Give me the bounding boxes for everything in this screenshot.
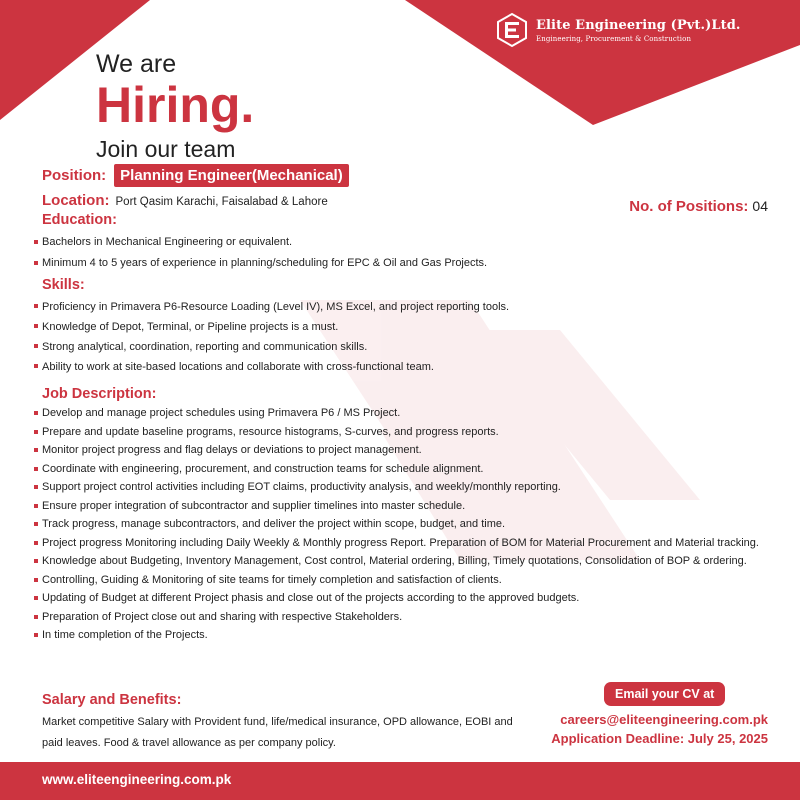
location-value: Port Qasim Karachi, Faisalabad & Lahore <box>115 196 328 208</box>
list-item: Project progress Monitoring including Daily Weekly & Monthly progress Report. Preparation of BOM for Material Procurement and Material tracking. <box>34 534 774 553</box>
list-item: Controlling, Guiding & Monitoring of site teams for timely completion and satisfaction of clients. <box>34 571 774 590</box>
list-item: Knowledge of Depot, Terminal, or Pipeline projects is a must. <box>34 317 774 337</box>
list-item: Updating of Budget at different Project phasis and close out of the projects according to the approved budgets. <box>34 589 774 608</box>
location-label: Location: <box>42 192 110 209</box>
list-item: Coordinate with engineering, procurement, and construction teams for schedule alignment. <box>34 460 774 479</box>
list-item: Support project control activities including EOT claims, productivity analysis, and weekly/monthly reporting. <box>34 478 774 497</box>
list-item: Track progress, manage subcontractors, and deliver the project within scope, budget, and time. <box>34 515 774 534</box>
job-description-title: Job Description: <box>42 386 157 402</box>
website-link[interactable]: www.eliteengineering.com.pk <box>42 772 232 787</box>
position-row <box>42 164 349 187</box>
list-item: Ensure proper integration of subcontractor and supplier timelines into master schedule. <box>34 497 774 516</box>
list-item: Ability to work at site-based locations and collaborate with cross-functional team. <box>34 357 774 377</box>
list-item: Monitor project progress and flag delays or deviations to project management. <box>34 441 774 460</box>
company-tagline: Engineering, Procurement & Construction <box>536 34 692 43</box>
positions-count <box>629 198 768 215</box>
company-name: Elite Engineering (Pvt.)Ltd. <box>536 17 741 33</box>
list-item: Bachelors in Mechanical Engineering or equivalent. <box>34 233 774 252</box>
education-list <box>34 233 774 272</box>
list-item: Prepare and update baseline programs, resource histograms, S-curves, and progress reports. <box>34 423 774 442</box>
location-row <box>42 192 328 209</box>
list-item: Strong analytical, coordination, reporting and communication skills. <box>34 337 774 357</box>
we-are-text: We are <box>96 50 177 78</box>
salary-title: Salary and Benefits: <box>42 692 182 708</box>
positions-count-value: 04 <box>752 198 768 214</box>
positions-count-label: No. of Positions: <box>629 198 749 215</box>
job-description-list <box>34 404 774 645</box>
list-item: Preparation of Project close out and sharing with respective Stakeholders. <box>34 608 774 627</box>
skills-title: Skills: <box>42 277 85 293</box>
hiring-text: Hiring. <box>96 77 255 133</box>
email-cv-button[interactable]: Email your CV at <box>604 682 725 706</box>
position-label: Position: <box>42 167 107 184</box>
footer-bar <box>0 762 800 800</box>
list-item: Proficiency in Primavera P6-Resource Loading (Level IV), MS Excel, and project reporting tools. <box>34 297 774 317</box>
skills-list <box>34 297 774 377</box>
list-item: In time completion of the Projects. <box>34 626 774 645</box>
list-item: Minimum 4 to 5 years of experience in planning/scheduling for EPC & Oil and Gas Projects. <box>34 254 774 273</box>
careers-email-link[interactable]: careers@eliteengineering.com.pk <box>560 712 768 727</box>
position-badge: Planning Engineer(Mechanical) <box>114 164 349 187</box>
join-team-text: Join our team <box>96 136 236 162</box>
list-item: Knowledge about Budgeting, Inventory Management, Cost control, Material ordering, Billing, Timely quotations, Consolidation of BOP & ordering. <box>34 552 774 571</box>
salary-text: Market competitive Salary with Provident fund, life/medical insurance, OPD allowance, EOBI and paid leaves. Food & travel allowance as per company policy. <box>42 716 513 749</box>
application-deadline: Application Deadline: July 25, 2025 <box>551 731 768 746</box>
education-title: Education: <box>42 212 117 228</box>
list-item: Develop and manage project schedules using Primavera P6 / MS Project. <box>34 404 774 423</box>
